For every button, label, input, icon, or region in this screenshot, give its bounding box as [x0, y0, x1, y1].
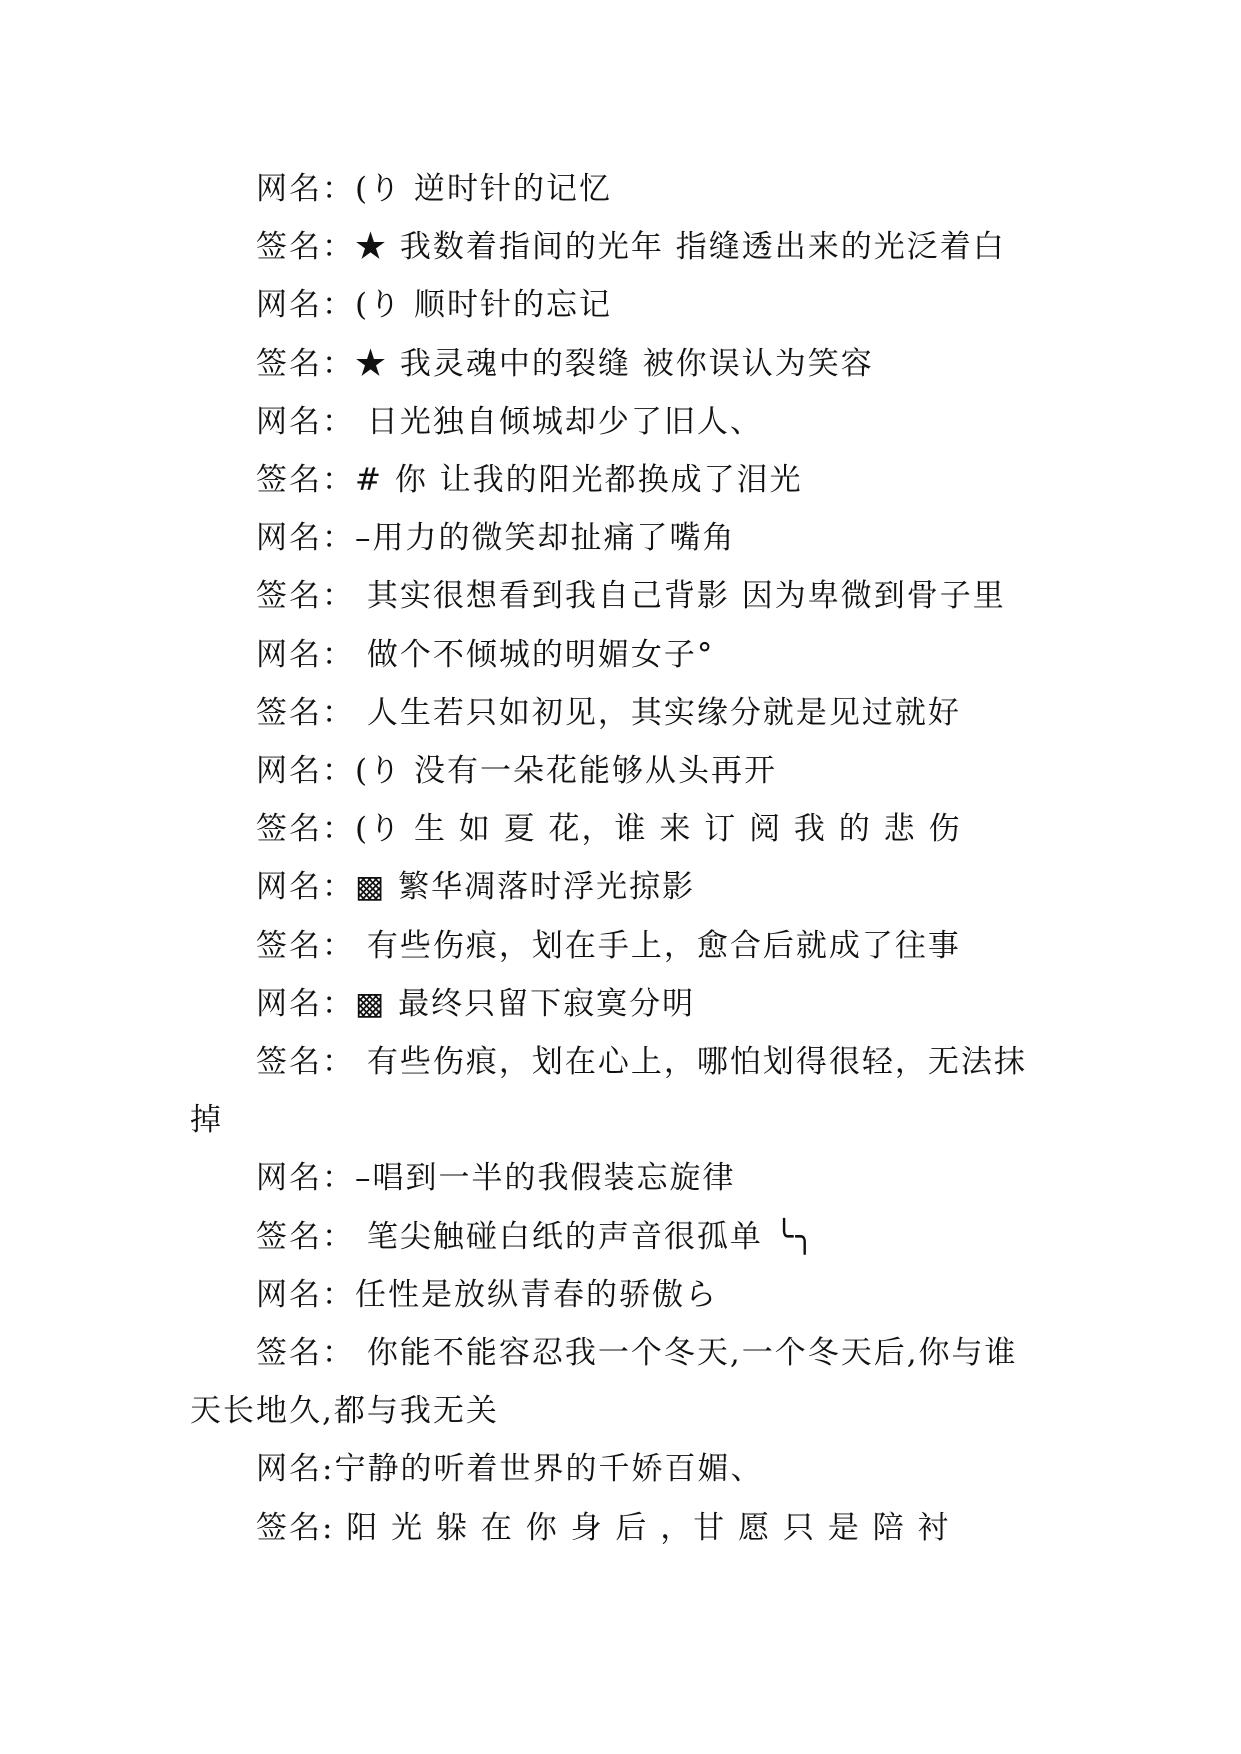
entry-label: 签名：: [256, 229, 355, 266]
entry-text: (り 生 如 夏 花，谁 来 订 阅 我 的 悲 伤: [355, 811, 962, 848]
entry-label: 网名：: [256, 171, 355, 207]
entry-label: 签名：: [256, 345, 355, 382]
entry-text: –唱到一半的我假装忘旋律: [355, 1160, 736, 1197]
entry-text: 人生若只如初见，其实缘分就是见过就好: [355, 694, 961, 731]
entry-text: 有些伤痕，划在心上，哪怕划得很轻，无法抹掉: [190, 1044, 1027, 1139]
entry-signature: [190, 1499, 1045, 1557]
entry-nickname: [190, 1440, 1045, 1498]
entry-signature: [190, 917, 1045, 975]
entry-text: ▩ 最终只留下寂寞分明: [355, 985, 696, 1022]
entry-label: 签名：: [256, 1218, 355, 1255]
entry-label: 签名：: [256, 694, 355, 731]
entry-text: ★ 我灵魂中的裂缝 被你误认为笑容: [355, 345, 874, 382]
entry-signature: [190, 1208, 1045, 1266]
entry-nickname: [190, 626, 1045, 684]
entry-text: ▩ 繁华凋落时浮光掠影: [355, 869, 696, 906]
entry-text: 阳 光 躲 在 你 身 后 ，甘 愿 只 是 陪 衬: [334, 1509, 951, 1546]
entry-text: 有些伤痕，划在手上，愈合后就成了往事: [355, 927, 961, 964]
entry-label: 签名：: [256, 462, 355, 499]
signature-list: [190, 160, 1045, 1557]
entry-label: 签名：: [256, 927, 355, 964]
entry-label: 网名：: [256, 869, 355, 906]
entry-label: 网名:: [256, 1451, 335, 1488]
entry-text: # 你 让我的阳光都换成了泪光: [355, 462, 803, 499]
entry-label: 网名：: [256, 1276, 355, 1313]
entry-label: 网名：: [256, 287, 355, 324]
entry-label: 签名:: [256, 1509, 335, 1546]
entry-label: 签名：: [256, 578, 355, 615]
entry-text: (り 顺时针的忘记: [355, 287, 612, 324]
entry-text: 你能不能容忍我一个冬天,一个冬天后,你与谁天长地久,都与我无关: [190, 1335, 1018, 1430]
entry-text: 其实很想看到我自己背影 因为卑微到骨子里: [355, 578, 1006, 615]
entry-signature: [190, 1033, 1045, 1149]
entry-label: 网名：: [256, 403, 355, 440]
entry-text: ★ 我数着指间的光年 指缝透出来的光泛着白: [355, 229, 1006, 266]
entry-label: 网名：: [256, 985, 355, 1022]
entry-label: 网名：: [256, 520, 355, 557]
entry-signature: [190, 451, 1045, 509]
entry-label: 签名：: [256, 1335, 355, 1372]
entry-nickname: [190, 1266, 1045, 1324]
entry-nickname: [190, 276, 1045, 334]
entry-text: –用力的微笑却扯痛了嘴角: [355, 520, 736, 557]
entry-nickname: [190, 509, 1045, 567]
entry-text: 任性是放纵青春的骄傲ら: [355, 1276, 718, 1313]
entry-label: 网名：: [256, 1160, 355, 1197]
entry-signature: [190, 1324, 1045, 1440]
entry-label: 签名：: [256, 1044, 355, 1081]
entry-signature: [190, 567, 1045, 625]
entry-nickname: [190, 742, 1045, 800]
entry-nickname: [190, 975, 1045, 1033]
entry-nickname: [190, 858, 1045, 916]
entry-label: 签名：: [256, 811, 355, 848]
entry-nickname: [190, 160, 1045, 218]
entry-nickname: [190, 393, 1045, 451]
entry-text: (り 没有一朵花能够从头再开: [355, 753, 777, 790]
entry-signature: [190, 335, 1045, 393]
entry-label: 网名：: [256, 753, 355, 790]
entry-signature: [190, 684, 1045, 742]
entry-text: 日光独自倾城却少了旧人、: [355, 403, 763, 440]
entry-text: 做个不倾城的明媚女子°: [355, 636, 715, 673]
entry-label: 网名：: [256, 636, 355, 673]
entry-signature: [190, 800, 1045, 858]
entry-text: (り 逆时针的记忆: [355, 171, 612, 207]
entry-nickname: [190, 1149, 1045, 1207]
entry-signature: [190, 218, 1045, 276]
entry-text: 笔尖触碰白纸的声音很孤单 ╰╮: [355, 1218, 817, 1255]
entry-text: 宁静的听着世界的千娇百媚、: [334, 1451, 764, 1488]
